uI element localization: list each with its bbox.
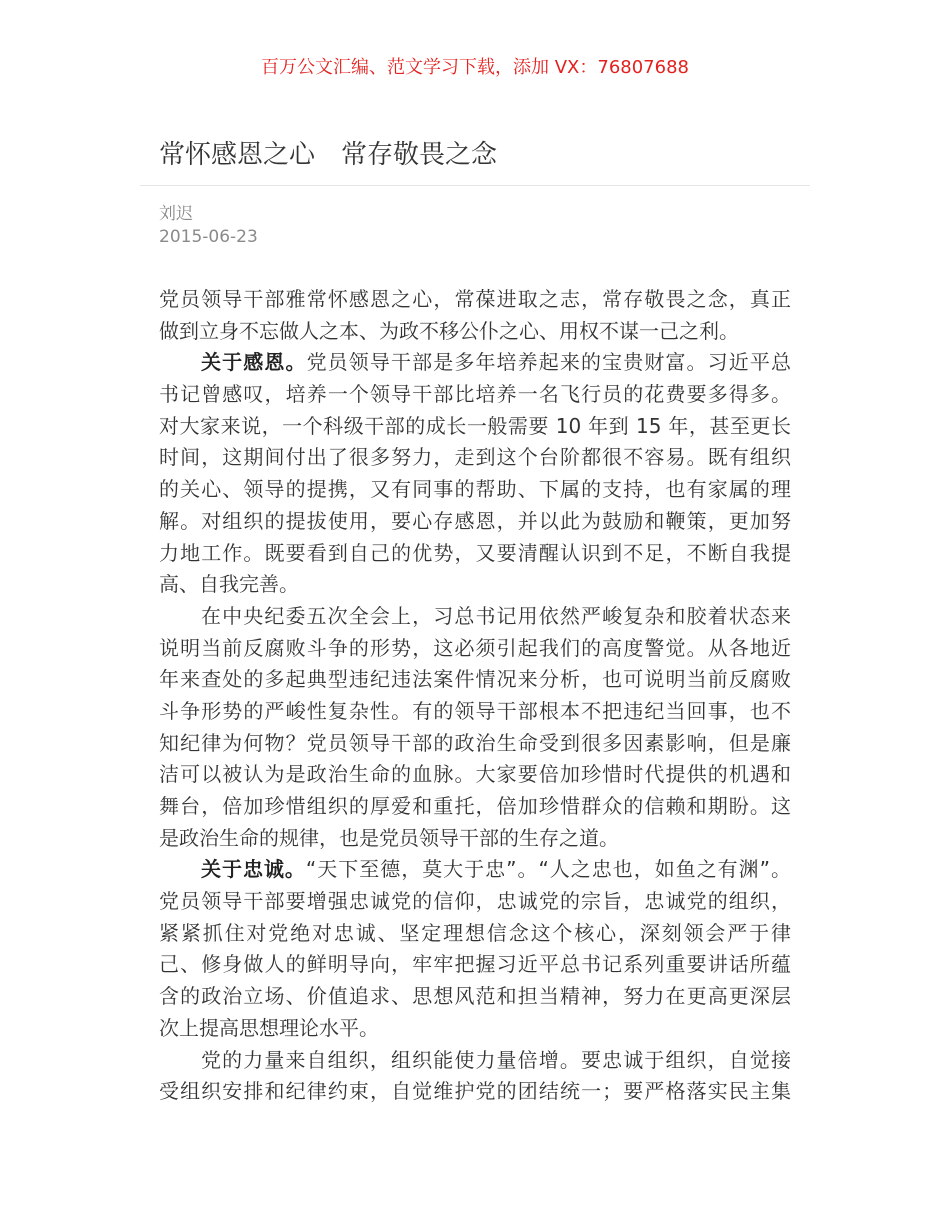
text-line — [159, 949, 791, 981]
line-text: 的关心、领导的提携，又有同事的帮助、下属的支持，也有家属的理 — [159, 477, 791, 502]
title-divider — [140, 185, 810, 186]
text-line — [159, 854, 791, 886]
watermark-banner: 百万公文汇编、范文学习下载，添加 VX：76807688 — [261, 57, 689, 78]
line-text: 含的政治立场、价值追求、思想风范和担当精神，努力在更高更深层 — [159, 984, 791, 1009]
text-line — [159, 696, 791, 728]
text-line — [159, 538, 791, 570]
text-line — [159, 981, 791, 1013]
line-text: 斗争形势的严峻性复杂性。有的领导干部根本不把违纪当回事，也不 — [159, 698, 791, 723]
text-line — [159, 442, 791, 474]
paragraph — [159, 284, 791, 347]
line-text: 受组织安排和纪律约束，自觉维护党的团结统一；要严格落实民主集 — [159, 1079, 791, 1104]
paragraph — [159, 854, 791, 1044]
text-line — [159, 759, 791, 791]
line-text: 是政治生命的规律，也是党员领导干部的生存之道。 — [159, 825, 619, 850]
line-text: 时间，这期间付出了很多努力，走到这个台阶都很不容易。既有组织 — [159, 445, 791, 470]
paragraph — [159, 1045, 791, 1108]
text-line — [159, 728, 791, 760]
line-text: 紧紧抓住对党绝对忠诚、坚定理想信念这个核心，深刻领会严于律 — [159, 920, 791, 945]
text-line — [159, 918, 791, 950]
text-line — [159, 506, 791, 538]
text-line — [159, 379, 791, 411]
line-text: 党的力量来自组织，组织能使力量倍增。要忠诚于组织，自觉接 — [201, 1047, 791, 1072]
text-line — [159, 1076, 791, 1108]
text-line — [159, 823, 791, 855]
text-line — [159, 347, 791, 379]
line-text: 力地工作。既要看到自己的优势，又要清醒认识到不足，不断自我提 — [159, 540, 791, 565]
section-lead: 关于感恩。 — [201, 350, 307, 375]
text-line — [159, 569, 791, 601]
line-text: 知纪律为何物？党员领导干部的政治生命受到很多因素影响，但是廉 — [159, 730, 791, 755]
text-line — [159, 601, 791, 633]
line-text: 做到立身不忘做人之本、为政不移公仆之心、用权不谋一己之利。 — [159, 318, 739, 343]
line-text: 洁可以被认为是政治生命的血脉。大家要倍加珍惜时代提供的机遇和 — [159, 762, 791, 787]
section-lead: 关于忠诚。 — [201, 857, 306, 882]
line-text: 年来查处的多起典型违纪违法案件情况来分析，也可说明当前反腐败 — [159, 667, 791, 692]
line-text: 舞台，倍加珍惜组织的厚爱和重托，倍加珍惜群众的信赖和期盼。这 — [159, 794, 791, 818]
text-line — [159, 316, 791, 348]
line-text: 解。对组织的提拔使用，要心存感恩，并以此为鼓励和鞭策，更加努 — [159, 508, 791, 533]
text-line — [159, 284, 791, 316]
text-line — [159, 633, 791, 665]
line-text: “天下至德，莫大于忠”。“人之忠也，如鱼之有渊”。 — [305, 857, 791, 882]
line-text: 次上提高思想理论水平。 — [159, 1015, 379, 1040]
article-date: 2015-06-23 — [159, 227, 258, 247]
text-line — [159, 664, 791, 696]
article-author: 刘迟 — [159, 204, 193, 224]
line-text: 高、自我完善。 — [159, 572, 299, 597]
text-line — [159, 1045, 791, 1077]
article-body — [159, 284, 791, 1108]
text-line — [159, 474, 791, 506]
line-text: 书记曾感叹，培养一个领导干部比培养一名飞行员的花费要多得多。 — [159, 382, 791, 407]
line-text: 对大家来说，一个科级干部的成长一般需要 10 年到 15 年，甚至更长 — [159, 413, 791, 438]
text-line — [159, 886, 791, 918]
line-text: 党员领导干部要增强忠诚党的信仰，忠诚党的宗旨，忠诚党的组织， — [159, 889, 791, 914]
text-line — [159, 791, 791, 823]
text-line — [159, 1013, 791, 1045]
article-title: 常怀感恩之心 常存敬畏之念 — [159, 140, 498, 170]
text-line — [159, 411, 791, 443]
paragraph — [159, 347, 791, 601]
line-text: 己、修身做人的鲜明导向，牢牢把握习近平总书记系列重要讲话所蕴 — [159, 952, 791, 977]
paragraph — [159, 601, 791, 855]
line-text: 在中央纪委五次全会上，习总书记用依然严峻复杂和胶着状态来 — [201, 603, 791, 628]
line-text: 党员领导干部是多年培养起来的宝贵财富。习近平总 — [306, 350, 791, 375]
line-text: 说明当前反腐败斗争的形势，这必须引起我们的高度警觉。从各地近 — [159, 635, 791, 660]
line-text: 党员领导干部雅常怀感恩之心，常葆进取之志，常存敬畏之念，真正 — [159, 287, 791, 311]
